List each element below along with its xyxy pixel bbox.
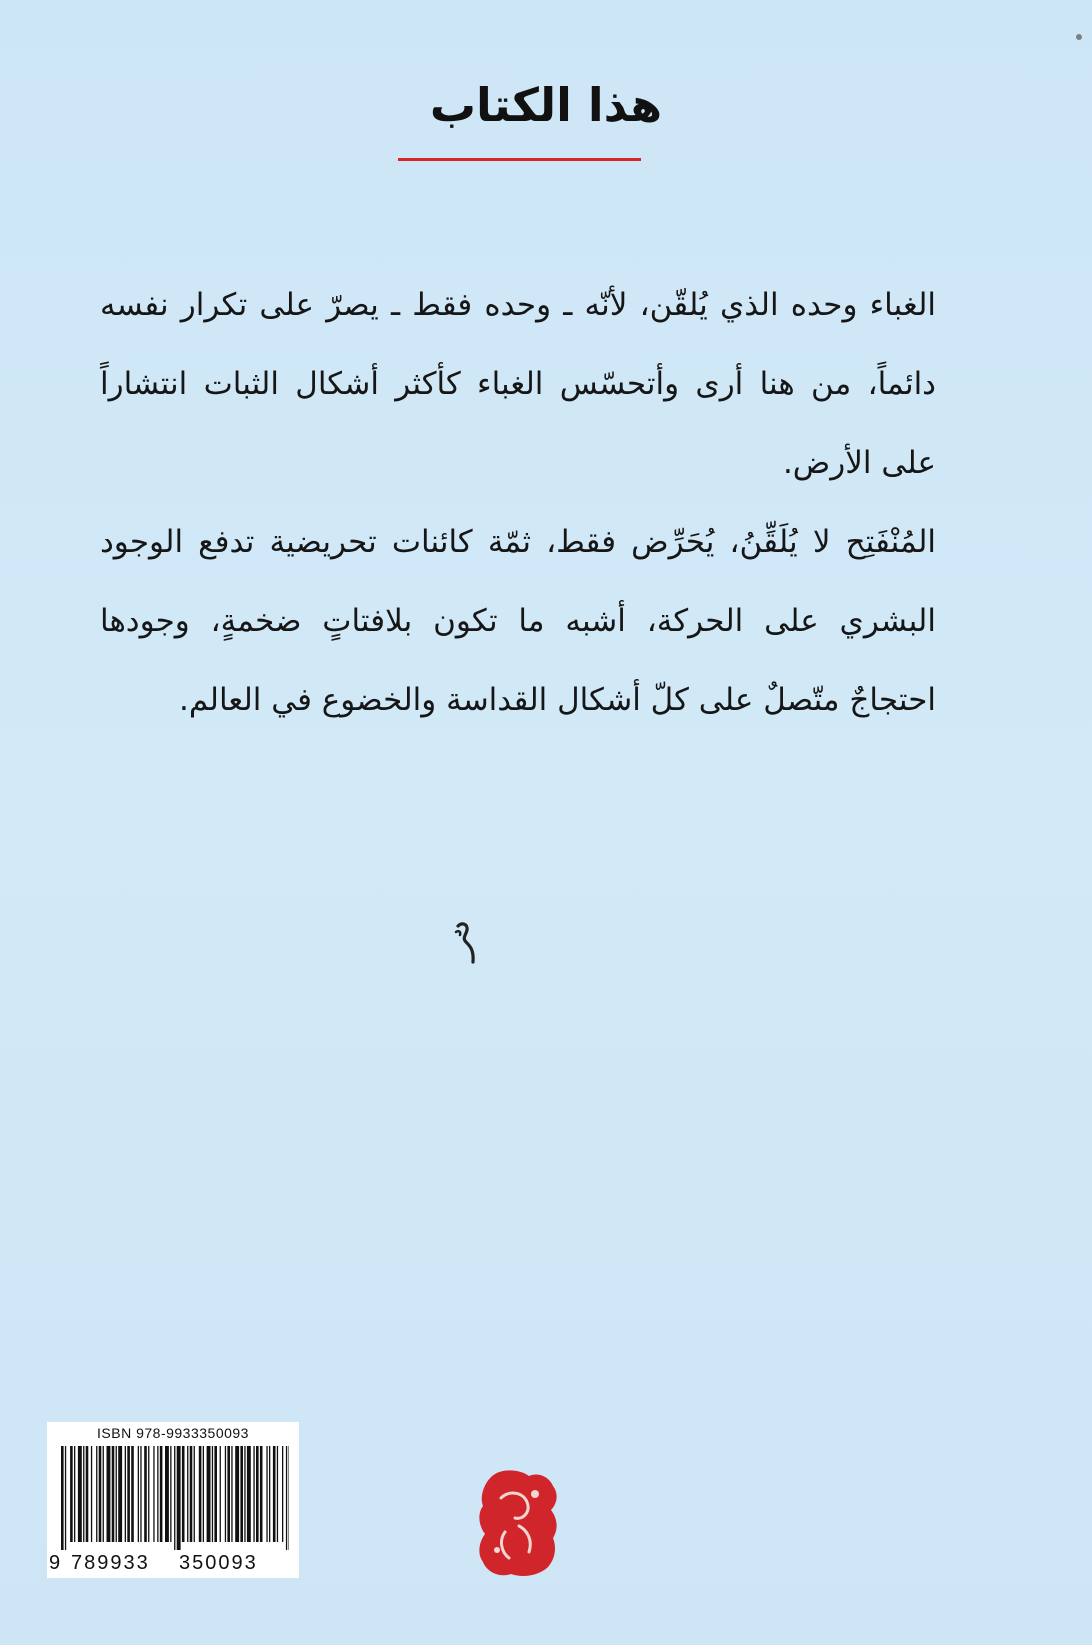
barcode-bar — [78, 1446, 82, 1542]
barcode-bar — [61, 1446, 64, 1550]
barcode-bar — [244, 1446, 245, 1542]
barcode-bar — [140, 1446, 141, 1542]
barcode-bar — [187, 1446, 188, 1542]
barcode-bar — [289, 1446, 290, 1550]
barcode-bar — [138, 1446, 139, 1542]
blurb-paragraph-1: الغباء وحده الذي يُلقّن، لأنّه ـ وحده فقط ـ يصرّ على تكرار نفسه دائماً، من هنا أرى وأتحسّس الغباء كأكثر أشكال الثبات انتشاراً على الأرض. — [100, 287, 936, 481]
barcode-bar — [199, 1446, 202, 1542]
barcode-bar — [269, 1446, 270, 1542]
isbn-label: ISBN 978-9933350093 — [97, 1425, 249, 1441]
barcode-bar — [235, 1446, 239, 1542]
blurb-paragraph-2: المُنْفَتِح لا يُلَقِّنُ، يُحَرِّض فقط، ثمّة كائنات تحريضية تدفع الوجود البشري على الحركة، أشبه ما تكون بلافتاتٍ ضخمةٍ، وجودها احتجاجٌ متّصلٌ على كلّ أشكال القداسة والخضوع في العالم. — [100, 524, 936, 718]
signature-icon — [452, 918, 486, 968]
barcode-bar — [212, 1446, 213, 1542]
barcode-bar — [220, 1446, 221, 1542]
barcode-bar — [125, 1446, 126, 1542]
barcode-bar — [260, 1446, 263, 1542]
barcode-bar — [118, 1446, 122, 1542]
barcode-bar — [240, 1446, 243, 1542]
barcode-bar — [160, 1446, 163, 1542]
publisher-logo-icon — [475, 1468, 563, 1580]
barcode-bar — [153, 1446, 154, 1542]
barcode-bar — [99, 1446, 102, 1542]
barcode-bar — [96, 1446, 97, 1542]
isbn-digit-lead: 9 — [49, 1552, 61, 1574]
barcode-bar — [190, 1446, 193, 1542]
isbn-digit-group-1: 789933 — [71, 1552, 150, 1574]
barcode-bar — [165, 1446, 169, 1542]
barcode-bar — [103, 1446, 104, 1542]
barcode-bar — [157, 1446, 158, 1542]
barcode-bar — [112, 1446, 115, 1542]
barcode-bar — [177, 1446, 181, 1550]
barcode-bar — [116, 1446, 117, 1542]
barcode-bar — [277, 1446, 278, 1542]
isbn-barcode — [47, 1422, 299, 1578]
barcode-bar — [74, 1446, 75, 1542]
barcode-bar — [131, 1446, 134, 1542]
barcode-bars — [61, 1446, 289, 1550]
corner-speck — [1076, 34, 1082, 40]
barcode-bar — [144, 1446, 147, 1542]
barcode-bar — [170, 1446, 171, 1542]
barcode-bar — [231, 1446, 232, 1542]
isbn-digit-group-2: 350093 — [179, 1552, 258, 1574]
barcode-bar — [266, 1446, 267, 1542]
barcode-bar — [127, 1446, 130, 1542]
barcode-bar — [203, 1446, 204, 1542]
barcode-bar — [207, 1446, 211, 1542]
barcode-bar — [83, 1446, 84, 1542]
barcode-bar — [286, 1446, 287, 1550]
barcode-bar — [91, 1446, 92, 1542]
barcode-bar — [214, 1446, 217, 1542]
barcode-bar — [182, 1446, 185, 1542]
barcode-bar — [225, 1446, 226, 1542]
barcode-bar — [174, 1446, 175, 1550]
barcode-bar — [256, 1446, 259, 1542]
barcode-bar — [247, 1446, 251, 1542]
page-title: هذا الكتاب — [429, 78, 663, 132]
barcode-bar — [70, 1446, 73, 1542]
barcode-bar — [253, 1446, 254, 1542]
barcode-bar — [282, 1446, 283, 1542]
barcode-bar — [273, 1446, 276, 1542]
barcode-bar — [148, 1446, 149, 1542]
barcode-bar — [107, 1446, 111, 1542]
barcode-bar — [194, 1446, 195, 1542]
title-underline — [398, 158, 641, 161]
barcode-bar — [227, 1446, 230, 1542]
barcode-bar — [65, 1446, 66, 1550]
barcode-bar — [86, 1446, 89, 1542]
blurb-text — [100, 266, 936, 740]
